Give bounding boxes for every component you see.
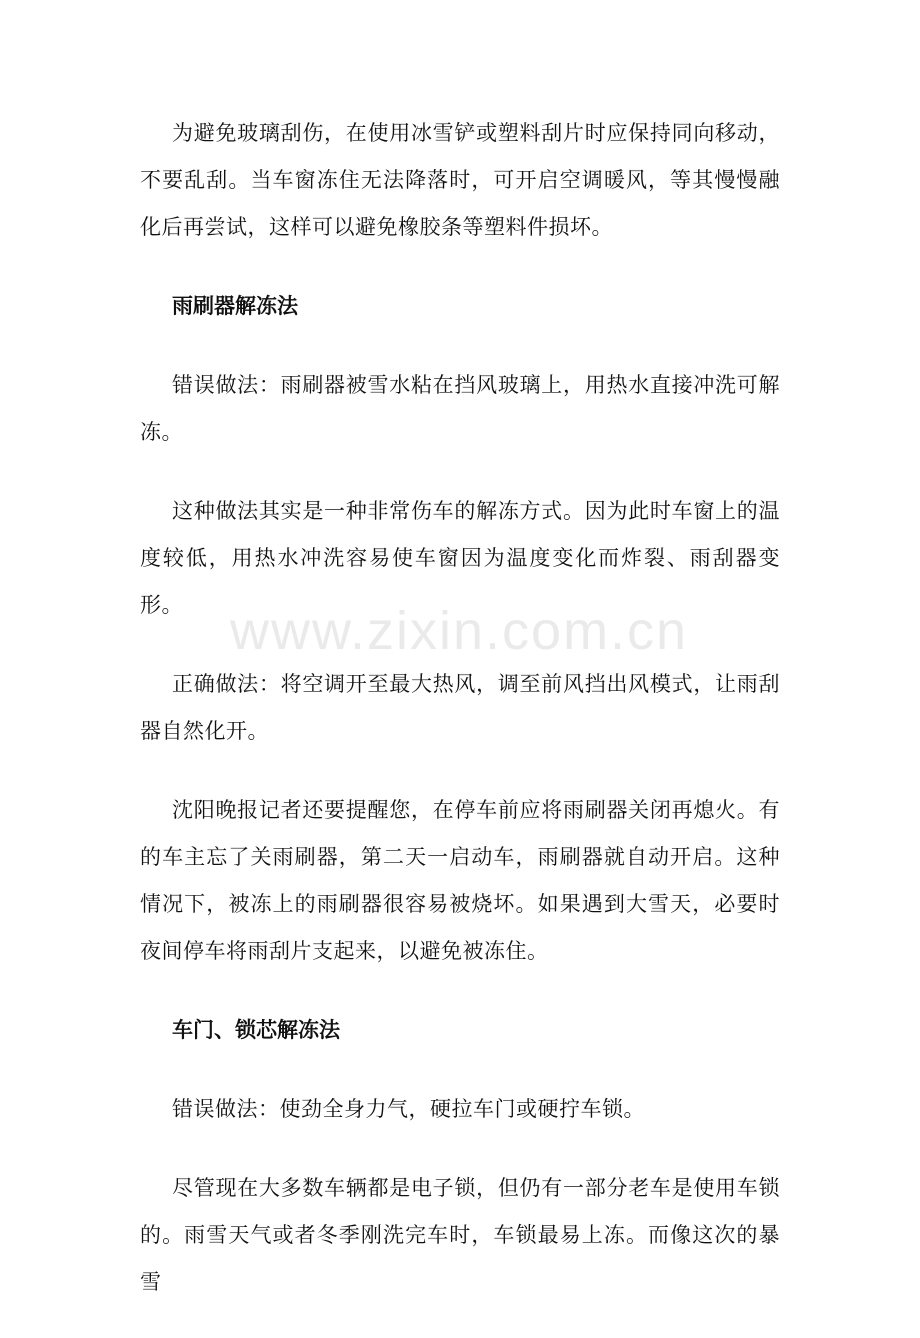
document-body xyxy=(140,110,780,1338)
heading-door-lock-defrost: 车门、锁芯解冻法 xyxy=(172,1018,340,1042)
paragraph-lock-explanation: 尽管现在大多数车辆都是电子锁，但仍有一部分老车是使用车锁的。雨雪天气或者冬季刚洗完车时，车锁最易上冻。而像这次的暴雪 xyxy=(140,1176,780,1294)
paragraph-window-defrost: 为避免玻璃刮伤，在使用冰雪铲或塑料刮片时应保持同向移动，不要乱刮。当车窗冻住无法降落时，可开启空调暖风，等其慢慢融化后再尝试，这样可以避免橡胶条等塑料件损坏。 xyxy=(140,121,780,239)
paragraph-reporter-reminder: 沈阳晚报记者还要提醒您，在停车前应将雨刷器关闭再熄火。有的车主忘了关雨刷器，第二天一启动车，雨刷器就自动开启。这种情况下，被冻上的雨刷器很容易被烧坏。如果遇到大雪天，必要时夜间停车将雨刮片支起来，以避免被冻住。 xyxy=(140,798,780,963)
paragraph-door-wrong-method: 错误做法：使劲全身力气，硬拉车门或硬拧车锁。 xyxy=(172,1097,645,1121)
paragraph-wiper-wrong-method: 错误做法：雨刷器被雪水粘在挡风玻璃上，用热水直接冲洗可解冻。 xyxy=(140,373,780,444)
paragraph-wiper-explanation: 这种做法其实是一种非常伤车的解冻方式。因为此时车窗上的温度较低，用热水冲洗容易使车窗因为温度变化而炸裂、雨刮器变形。 xyxy=(140,499,780,617)
heading-wiper-defrost: 雨刷器解冻法 xyxy=(172,294,298,318)
paragraph-wiper-correct-method: 正确做法：将空调开至最大热风，调至前风挡出风模式，让雨刮器自然化开。 xyxy=(140,672,780,743)
watermark: www.zixin.com.cn xyxy=(230,601,689,661)
